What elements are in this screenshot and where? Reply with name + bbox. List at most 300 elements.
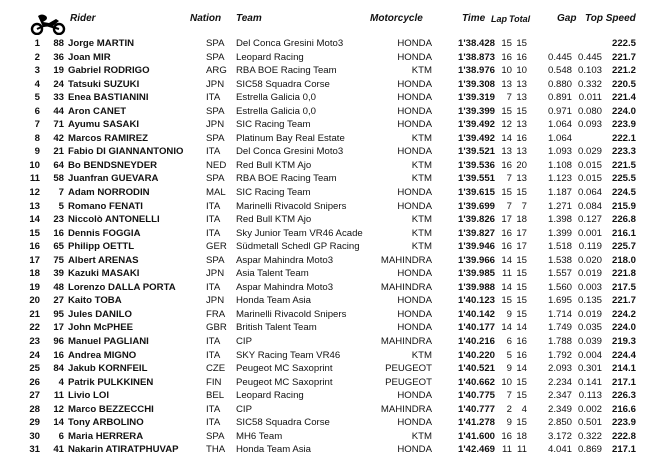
total-laps-cell: 17 [516, 241, 527, 253]
total-laps-cell: 13 [516, 146, 527, 158]
gap-previous-cell: 0.064 [577, 187, 602, 199]
rider-name-cell: Jorge MARTIN [68, 38, 135, 49]
gap-previous-cell: 0.015 [577, 173, 602, 185]
total-laps-cell: 7 [521, 200, 527, 212]
lap-cell: 7 [506, 200, 512, 212]
motorcycle-cell: HONDA [397, 322, 432, 334]
team-cell: RBA BOE Racing Team [236, 65, 337, 77]
lap-cell: 15 [501, 105, 512, 117]
nation-cell: ITA [206, 349, 221, 361]
team-cell: Peugeot MC Saxoprint [236, 376, 333, 388]
time-cell: 1'40.220 [458, 349, 495, 361]
lap-cell: 16 [501, 241, 512, 253]
nation-cell: ITA [206, 403, 221, 415]
team-cell: Red Bull KTM Ajo [236, 159, 312, 171]
table-row [0, 105, 650, 119]
rider-name-cell: Livio LOI [68, 390, 110, 402]
time-cell: 1'39.826 [458, 214, 495, 226]
rider-number-cell: 16 [53, 227, 64, 239]
nation-cell: FIN [206, 376, 222, 388]
team-cell: Del Conca Gresini Moto3 [236, 38, 344, 49]
rider-name-cell: Enea BASTIANINI [68, 92, 149, 104]
total-laps-cell: 18 [516, 214, 527, 226]
rider-name-cell: Lorenzo DALLA PORTA [68, 281, 176, 293]
time-cell: 1'39.988 [458, 281, 495, 293]
top-speed-cell: 224.5 [611, 187, 636, 199]
gap-first-cell: 1.560 [547, 281, 572, 293]
top-speed-cell: 217.1 [611, 444, 636, 456]
lap-cell: 11 [502, 268, 512, 280]
nation-column-header: Nation [190, 13, 222, 24]
motorcycle-cell: PEUGEOT [385, 376, 432, 388]
gap-first-cell: 2.347 [547, 390, 572, 402]
table-row [0, 403, 650, 417]
nation-cell: BEL [206, 390, 225, 402]
rider-name-cell: Philipp OETTL [68, 241, 135, 253]
team-cell: RBA BOE Racing Team [236, 173, 337, 185]
motorcycle-cell: PEUGEOT [385, 363, 432, 375]
time-cell: 1'40.177 [458, 322, 495, 334]
team-cell: Honda Team Asia [236, 295, 312, 307]
gap-previous-cell: 0.119 [578, 241, 602, 253]
total-laps-cell: 15 [516, 105, 527, 117]
total-laps-cell: 15 [516, 268, 527, 280]
rider-name-cell: Fabio DI GIANNANTONIO [68, 146, 184, 158]
gap-previous-cell: 0.869 [577, 444, 602, 456]
rider-number-cell: 23 [53, 214, 64, 226]
gap-first-cell: 1.788 [547, 336, 572, 348]
total-laps-cell: 13 [516, 119, 527, 131]
rider-name-cell: Maria HERRERA [68, 430, 144, 442]
top-speed-cell: 219.3 [611, 336, 636, 348]
table-row [0, 78, 650, 92]
top-speed-cell: 221.7 [611, 295, 636, 307]
team-cell: CIP [236, 403, 252, 415]
team-cell: Estrella Galicia 0,0 [236, 92, 316, 104]
time-cell: 1'40.662 [458, 376, 495, 388]
table-row [0, 186, 650, 200]
top-speed-cell: 226.3 [611, 390, 636, 402]
team-cell: Del Conca Gresini Moto3 [236, 146, 344, 158]
position-cell: 10 [29, 159, 40, 171]
position-cell: 14 [29, 214, 40, 226]
time-cell: 1'38.428 [458, 38, 495, 49]
position-cell: 6 [34, 105, 40, 117]
top-speed-cell: 224.0 [611, 322, 636, 334]
motorcycle-cell: MAHINDRA [380, 254, 432, 266]
team-cell: Marinelli Rivacold Snipers [236, 200, 347, 212]
gap-first-cell: 1.714 [547, 308, 572, 320]
lap-cell: 13 [501, 146, 512, 158]
rider-name-cell: Patrik PULKKINEN [68, 376, 154, 388]
top-speed-cell: 221.4 [611, 92, 636, 104]
gap-previous-cell: 0.002 [577, 403, 602, 415]
rider-name-cell: Juanfran GUEVARA [68, 173, 159, 185]
motorcycle-cell: KTM [411, 65, 432, 77]
nation-cell: ARG [206, 65, 227, 77]
team-column-header: Team [236, 13, 262, 24]
team-cell: SIC Racing Team [236, 187, 311, 199]
team-cell: Leopard Racing [236, 390, 304, 402]
gap-previous-cell: 0.113 [578, 390, 602, 402]
total-laps-cell: 15 [516, 376, 527, 388]
gap-first-cell: 1.749 [547, 322, 572, 334]
team-cell: British Talent Team [236, 322, 317, 334]
results-table [0, 37, 650, 457]
motorcycle-rider-icon [28, 13, 68, 35]
gap-previous-cell: 0.080 [577, 105, 602, 117]
top-speed-cell: 224.2 [611, 308, 636, 320]
gap-first-cell: 1.093 [547, 146, 572, 158]
total-laps-cell: 16 [516, 132, 527, 144]
rider-number-cell: 41 [53, 444, 64, 456]
total-laps-cell: 17 [516, 227, 527, 239]
gap-first-cell: 1.538 [547, 254, 572, 266]
lap-cell: 7 [506, 92, 512, 104]
rider-name-cell: Aron CANET [68, 105, 127, 117]
table-row [0, 335, 650, 349]
top-speed-cell: 215.9 [611, 200, 636, 212]
rider-number-cell: 24 [53, 78, 64, 90]
nation-cell: JPN [206, 268, 225, 280]
table-row [0, 349, 650, 363]
team-cell: Sky Junior Team VR46 Acade [236, 227, 363, 239]
time-cell: 1'42.469 [458, 444, 495, 456]
rider-number-cell: 12 [53, 403, 64, 415]
table-row [0, 389, 650, 403]
rider-number-cell: 4 [58, 376, 64, 388]
gap-previous-cell: 0.020 [577, 254, 602, 266]
rider-number-cell: 71 [53, 119, 64, 131]
rider-name-cell: Bo BENDSNEYDER [68, 159, 158, 171]
lap-cell: 13 [501, 78, 512, 90]
total-laps-cell: 15 [516, 187, 527, 199]
gap-column-header: Gap [557, 13, 577, 24]
time-cell: 1'39.399 [458, 105, 495, 117]
team-cell: Platinum Bay Real Estate [236, 132, 345, 144]
time-cell: 1'40.216 [458, 336, 495, 348]
time-cell: 1'39.946 [458, 241, 495, 253]
gap-first-cell: 1.108 [547, 159, 572, 171]
table-row [0, 281, 650, 295]
lap-cell: 10 [501, 65, 512, 77]
gap-previous-cell: 0.004 [577, 349, 602, 361]
nation-cell: SPA [206, 38, 225, 49]
top-speed-cell: 222.5 [611, 38, 636, 49]
table-row [0, 267, 650, 281]
total-laps-cell: 15 [516, 254, 527, 266]
table-row [0, 200, 650, 214]
time-cell: 1'39.827 [458, 227, 495, 239]
position-cell: 28 [29, 403, 40, 415]
lap-cell: 11 [502, 444, 512, 456]
top-speed-cell: 225.7 [611, 241, 636, 253]
team-cell: Aspar Mahindra Moto3 [236, 281, 334, 293]
gap-first-cell: 1.064 [547, 132, 572, 144]
motorcycle-cell: KTM [411, 159, 432, 171]
nation-cell: JPN [206, 295, 225, 307]
rider-name-cell: Marcos RAMIREZ [68, 132, 148, 144]
motorcycle-cell: KTM [411, 132, 432, 144]
gap-first-cell: 2.850 [547, 417, 572, 429]
table-row [0, 227, 650, 241]
nation-cell: SPA [206, 132, 225, 144]
gap-previous-cell: 0.001 [577, 227, 602, 239]
lap-cell: 16 [501, 227, 512, 239]
team-cell: Honda Team Asia [236, 444, 312, 456]
motorcycle-cell: KTM [411, 430, 432, 442]
position-cell: 1 [34, 38, 40, 49]
lap-cell: 6 [506, 336, 512, 348]
nation-cell: ITA [206, 281, 221, 293]
rider-number-cell: 11 [53, 390, 64, 402]
time-column-header: Time [462, 13, 486, 24]
nation-cell: ITA [206, 146, 221, 158]
time-cell: 1'40.777 [458, 403, 495, 415]
total-laps-cell: 10 [516, 65, 527, 77]
team-cell: SKY Racing Team VR46 [236, 349, 341, 361]
team-cell: Aspar Mahindra Moto3 [236, 254, 334, 266]
position-cell: 7 [34, 119, 40, 131]
time-cell: 1'39.492 [458, 119, 495, 131]
time-cell: 1'39.521 [458, 146, 495, 158]
motorcycle-cell: HONDA [397, 92, 432, 104]
nation-cell: ITA [206, 417, 221, 429]
position-cell: 12 [29, 187, 40, 199]
rider-name-cell: Kaito TOBA [68, 295, 122, 307]
nation-cell: ITA [206, 214, 221, 226]
gap-previous-cell: 0.019 [577, 308, 602, 320]
rider-name-cell: Albert ARENAS [68, 254, 139, 266]
nation-cell: ITA [206, 336, 221, 348]
rider-name-cell: Nakarin ATIRATPHUVAP [68, 444, 179, 456]
rider-name-cell: Jules DANILO [68, 308, 132, 320]
lap-cell: 16 [501, 159, 512, 171]
position-cell: 5 [34, 92, 40, 104]
motorcycle-cell: HONDA [397, 51, 432, 63]
lap-cell: 16 [501, 430, 512, 442]
rider-number-cell: 84 [53, 363, 64, 375]
table-row [0, 254, 650, 268]
total-laps-cell: 14 [516, 322, 527, 334]
rider-name-cell: Andrea MIGNO [68, 349, 137, 361]
motorcycle-cell: MAHINDRA [380, 281, 432, 293]
table-row [0, 362, 650, 376]
motorcycle-cell: MAHINDRA [380, 403, 432, 415]
motorcycle-cell: HONDA [397, 200, 432, 212]
lap-cell: 15 [501, 187, 512, 199]
time-cell: 1'41.278 [458, 417, 495, 429]
gap-previous-cell: 0.135 [577, 295, 602, 307]
total-laps-cell: 15 [516, 390, 527, 402]
total-laps-cell: 13 [516, 173, 527, 185]
rider-number-cell: 95 [53, 308, 64, 320]
top-speed-cell: 221.5 [611, 159, 636, 171]
gap-first-cell: 1.064 [547, 119, 572, 131]
top-speed-cell: 216.1 [611, 227, 636, 239]
motorcycle-cell: KTM [411, 227, 432, 239]
total-laps-cell: 16 [516, 349, 527, 361]
motorcycle-cell: HONDA [397, 146, 432, 158]
table-header [0, 10, 650, 26]
position-cell: 23 [29, 336, 40, 348]
gap-previous-cell: 0.084 [577, 200, 602, 212]
motorcycle-cell: HONDA [397, 38, 432, 49]
top-speed-cell: 221.8 [611, 268, 636, 280]
position-cell: 24 [29, 349, 40, 361]
rider-number-cell: 75 [53, 254, 64, 266]
motorcycle-cell: KTM [411, 173, 432, 185]
motorcycle-cell: HONDA [397, 417, 432, 429]
position-cell: 21 [29, 308, 40, 320]
time-cell: 1'39.615 [458, 187, 495, 199]
motorcycle-cell: KTM [411, 241, 432, 253]
lap-cell: 14 [501, 132, 512, 144]
total-laps-cell: 20 [516, 159, 527, 171]
top-speed-cell: 222.8 [611, 430, 636, 442]
top-speed-cell: 217.5 [611, 281, 636, 293]
gap-first-cell: 0.880 [547, 78, 572, 90]
gap-first-cell: 0.548 [547, 65, 572, 77]
rider-number-cell: 39 [53, 268, 64, 280]
gap-first-cell: 1.399 [547, 227, 572, 239]
top-speed-cell: 217.1 [611, 376, 636, 388]
gap-previous-cell: 0.445 [577, 51, 602, 63]
position-cell: 8 [34, 132, 40, 144]
time-cell: 1'39.536 [458, 159, 495, 171]
rider-number-cell: 21 [53, 146, 64, 158]
table-row [0, 443, 650, 457]
rider-name-cell: Ayumu SASAKI [68, 119, 140, 131]
time-cell: 1'39.966 [458, 254, 495, 266]
nation-cell: FRA [206, 308, 226, 320]
table-row [0, 159, 650, 173]
position-cell: 29 [29, 417, 40, 429]
table-row [0, 240, 650, 254]
gap-previous-cell: 0.093 [577, 119, 602, 131]
rider-name-cell: Jakub KORNFEIL [68, 363, 148, 375]
nation-cell: SPA [206, 254, 225, 266]
top-speed-column-header: Top Speed [585, 13, 636, 24]
position-cell: 16 [29, 241, 40, 253]
time-cell: 1'40.123 [458, 295, 495, 307]
time-cell: 1'39.551 [458, 173, 495, 185]
lap-cell: 14 [501, 281, 512, 293]
rider-number-cell: 65 [53, 241, 64, 253]
motorcycle-cell: HONDA [397, 187, 432, 199]
time-cell: 1'39.699 [458, 200, 495, 212]
team-cell: CIP [236, 336, 252, 348]
gap-previous-cell: 0.003 [577, 281, 602, 293]
lap-cell: 12 [501, 119, 512, 131]
time-cell: 1'38.976 [458, 65, 495, 77]
nation-cell: MAL [206, 187, 226, 199]
nation-cell: SPA [206, 430, 225, 442]
table-row [0, 321, 650, 335]
time-cell: 1'40.142 [458, 308, 495, 320]
motorcycle-cell: HONDA [397, 295, 432, 307]
total-laps-cell: 15 [516, 281, 527, 293]
gap-first-cell: 3.172 [547, 430, 572, 442]
total-laps-cell: 13 [516, 78, 527, 90]
table-row [0, 294, 650, 308]
team-cell: SIC Racing Team [236, 119, 311, 131]
table-row [0, 376, 650, 390]
rider-number-cell: 36 [53, 51, 64, 63]
top-speed-cell: 225.5 [611, 173, 636, 185]
gap-first-cell: 4.041 [547, 444, 572, 456]
gap-previous-cell: 0.015 [577, 159, 602, 171]
total-column-header: Total [509, 14, 531, 24]
table-row [0, 91, 650, 105]
position-cell: 31 [29, 444, 40, 456]
lap-column-header: Lap [491, 14, 508, 24]
table-row [0, 145, 650, 159]
rider-number-cell: 44 [53, 105, 64, 117]
total-laps-cell: 11 [517, 444, 527, 456]
rider-name-cell: Dennis FOGGIA [68, 227, 141, 239]
top-speed-cell: 218.0 [611, 254, 636, 266]
nation-cell: JPN [206, 119, 225, 131]
motorcycle-cell: HONDA [397, 308, 432, 320]
top-speed-cell: 220.5 [611, 78, 636, 90]
rider-number-cell: 48 [53, 281, 64, 293]
team-cell: Marinelli Rivacold Snipers [236, 308, 347, 320]
gap-previous-cell: 0.019 [577, 268, 602, 280]
gap-first-cell: 0.891 [547, 92, 572, 104]
position-cell: 3 [34, 65, 40, 77]
position-cell: 17 [29, 254, 40, 266]
motorcycle-cell: HONDA [397, 105, 432, 117]
lap-cell: 14 [501, 322, 512, 334]
position-cell: 18 [29, 268, 40, 280]
total-laps-cell: 15 [516, 295, 527, 307]
lap-cell: 15 [501, 38, 512, 49]
position-cell: 9 [34, 146, 40, 158]
gap-previous-cell: 0.127 [577, 214, 602, 226]
position-cell: 25 [29, 363, 40, 375]
top-speed-cell: 224.0 [611, 105, 636, 117]
nation-cell: SPA [206, 173, 225, 185]
gap-first-cell: 1.187 [547, 187, 572, 199]
rider-number-cell: 19 [53, 65, 64, 77]
total-laps-cell: 16 [516, 51, 527, 63]
nation-cell: SPA [206, 105, 225, 117]
lap-cell: 15 [501, 295, 512, 307]
gap-first-cell: 1.271 [547, 200, 572, 212]
rider-name-cell: Tatsuki SUZUKI [68, 78, 140, 90]
table-row [0, 132, 650, 146]
top-speed-cell: 226.8 [611, 214, 636, 226]
time-cell: 1'40.521 [458, 363, 495, 375]
gap-first-cell: 2.234 [547, 376, 572, 388]
rider-number-cell: 17 [53, 322, 64, 334]
table-row [0, 51, 650, 65]
gap-previous-cell: 0.501 [577, 417, 602, 429]
position-cell: 20 [29, 295, 40, 307]
time-cell: 1'39.308 [458, 78, 495, 90]
team-cell: MH6 Team [236, 430, 283, 442]
motorcycle-cell: KTM [411, 349, 432, 361]
time-cell: 1'39.319 [458, 92, 495, 104]
table-row [0, 172, 650, 186]
total-laps-cell: 15 [516, 38, 527, 49]
table-row [0, 213, 650, 227]
rider-name-cell: Niccolò ANTONELLI [68, 214, 160, 226]
top-speed-cell: 221.2 [611, 65, 636, 77]
rider-name-cell: Gabriel RODRIGO [68, 65, 150, 77]
total-laps-cell: 15 [516, 417, 527, 429]
